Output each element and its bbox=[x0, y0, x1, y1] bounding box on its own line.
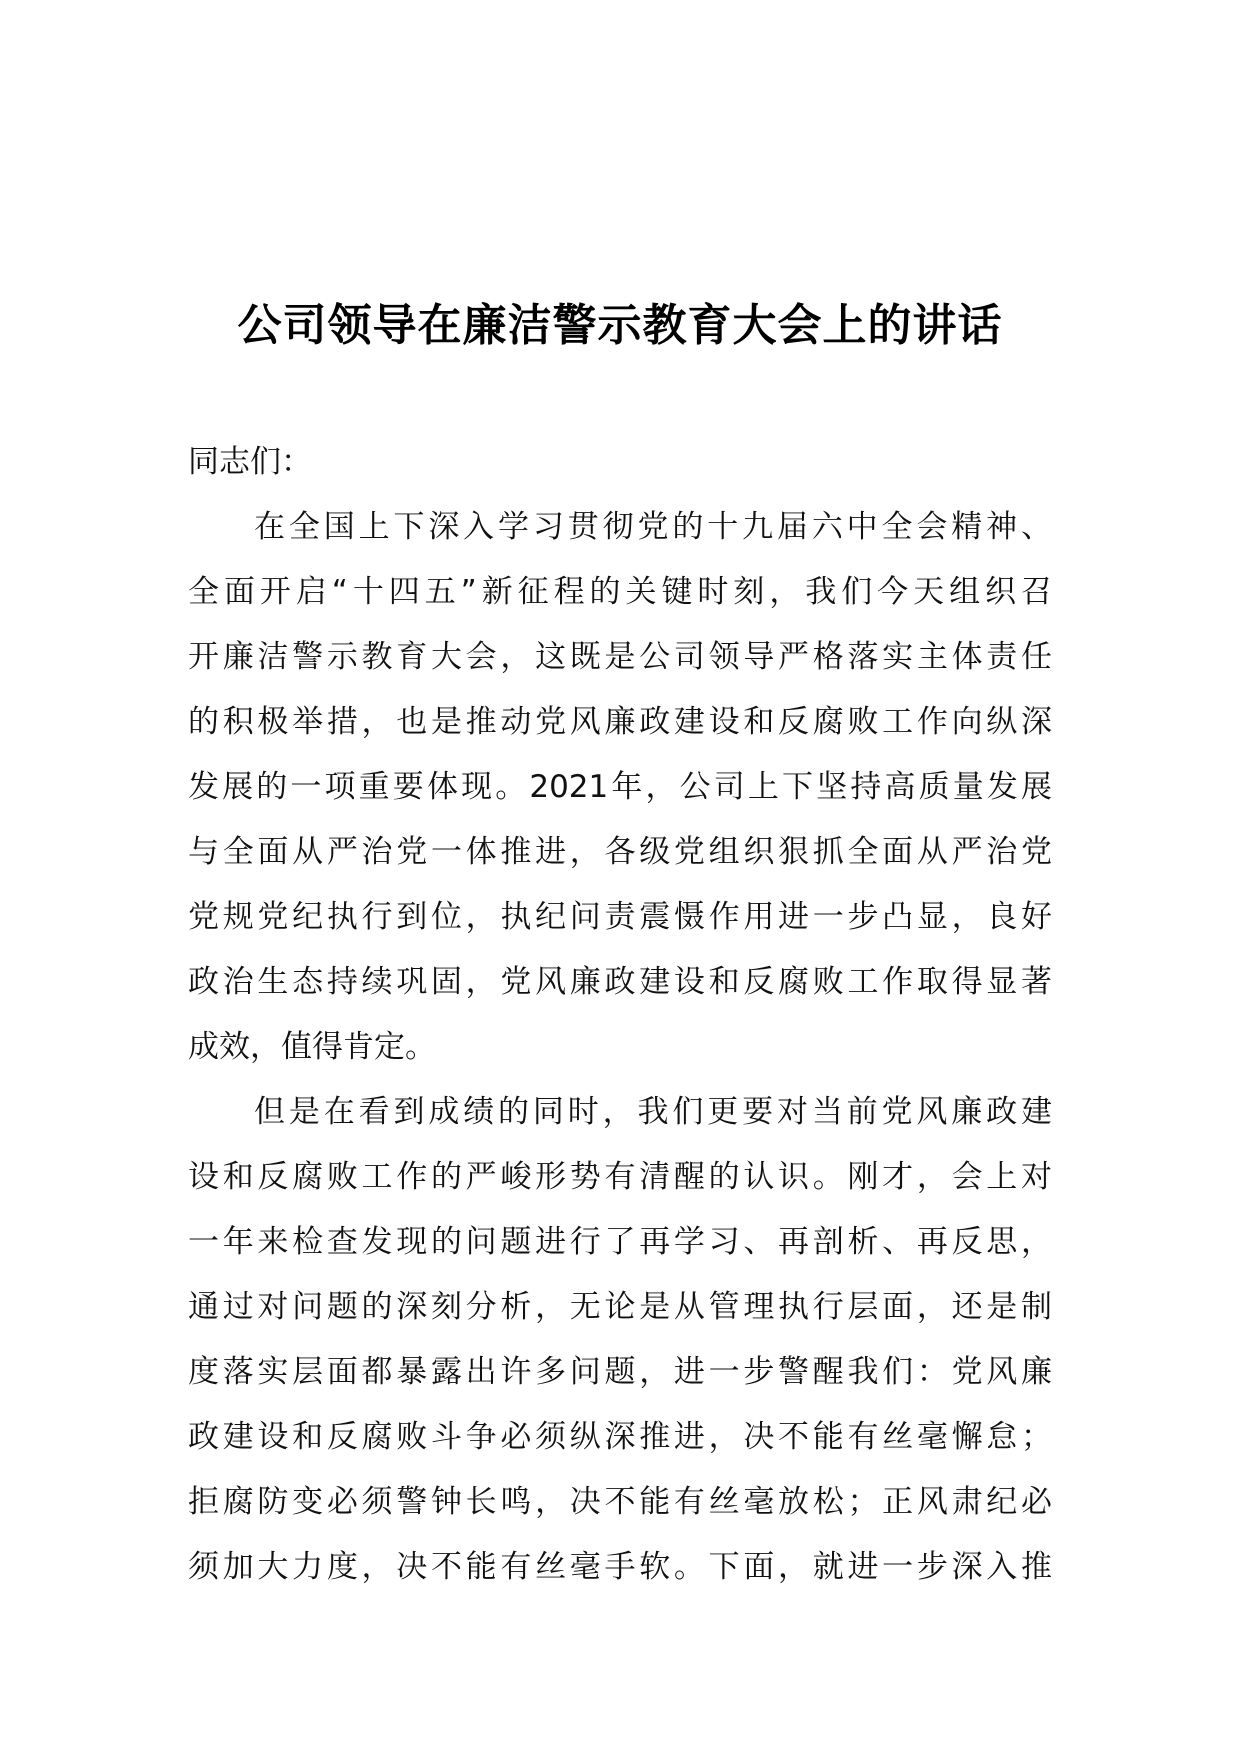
paragraph-line: 在全国上下深入学习贯彻党的十九届六中全会精神、 bbox=[254, 509, 1052, 545]
salutation: 同志们： bbox=[188, 444, 312, 480]
paragraph-line: 度落实层面都暴露出许多问题，进一步警醒我们：党风廉 bbox=[188, 1354, 1052, 1390]
paragraph-line: 但是在看到成绩的同时，我们更要对当前党风廉政建 bbox=[254, 1094, 1052, 1130]
paragraph-2 bbox=[188, 1080, 1052, 1600]
paragraph-line: 党规党纪执行到位，执纪问责震慑作用进一步凸显，良好 bbox=[188, 899, 1052, 935]
paragraph-line: 发展的一项重要体现。2021年，公司上下坚持高质量发展 bbox=[188, 769, 1052, 805]
paragraph-line: 须加大力度，决不能有丝毫手软。下面，就进一步深入推 bbox=[188, 1549, 1052, 1585]
paragraph-line: 政建设和反腐败斗争必须纵深推进，决不能有丝毫懈怠； bbox=[188, 1419, 1052, 1455]
paragraph-1 bbox=[188, 495, 1052, 1080]
document-title: 公司领导在廉洁警示教育大会上的讲话 bbox=[237, 300, 1003, 351]
paragraph-line: 成效，值得肯定。 bbox=[188, 1029, 436, 1065]
paragraph-line: 与全面从严治党一体推进，各级党组织狠抓全面从严治党 bbox=[188, 834, 1052, 870]
paragraph-line: 拒腐防变必须警钟长鸣，决不能有丝毫放松；正风肃纪必 bbox=[188, 1484, 1052, 1520]
paragraph-line: 设和反腐败工作的严峻形势有清醒的认识。刚才，会上对 bbox=[188, 1159, 1052, 1195]
paragraph-line: 全面开启“十四五”新征程的关键时刻，我们今天组织召 bbox=[188, 574, 1052, 610]
paragraph-line: 政治生态持续巩固，党风廉政建设和反腐败工作取得显著 bbox=[188, 964, 1052, 1000]
paragraph-line: 一年来检查发现的问题进行了再学习、再剖析、再反思， bbox=[188, 1224, 1052, 1260]
paragraph-line: 通过对问题的深刻分析，无论是从管理执行层面，还是制 bbox=[188, 1289, 1052, 1325]
paragraph-line: 的积极举措，也是推动党风廉政建设和反腐败工作向纵深 bbox=[188, 704, 1052, 740]
document-body bbox=[188, 430, 1052, 1600]
paragraph-line: 开廉洁警示教育大会，这既是公司领导严格落实主体责任 bbox=[188, 639, 1052, 675]
